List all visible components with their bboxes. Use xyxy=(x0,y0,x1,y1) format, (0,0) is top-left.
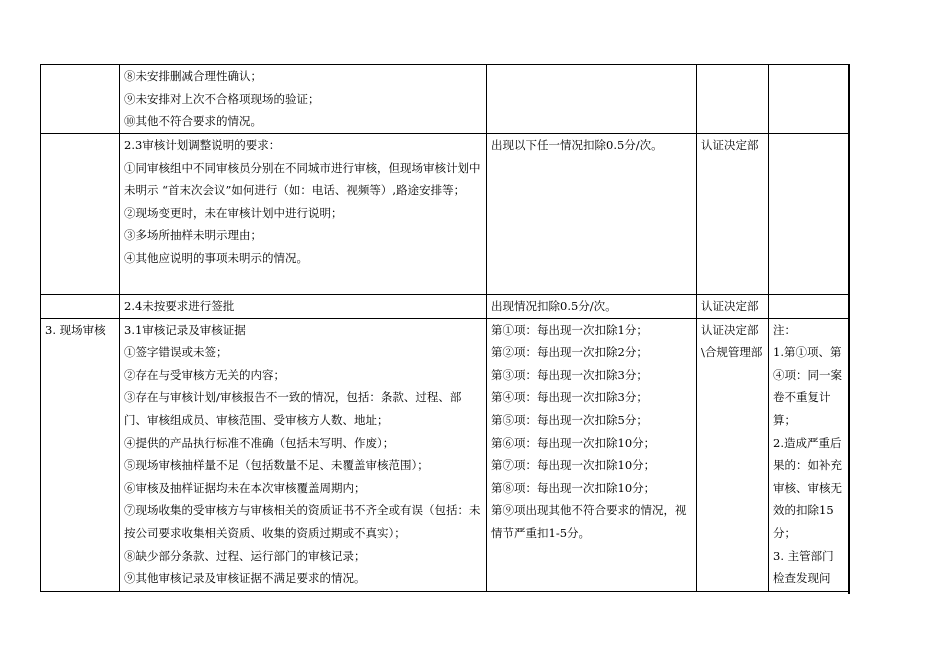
deduction-line: 第④项：每出现一次扣除3分； xyxy=(491,390,648,405)
table-row xyxy=(41,134,849,295)
department-text: 认证决定部 xyxy=(701,138,759,152)
requirement-line: 3.1审核记录及审核证据 xyxy=(124,322,246,337)
deduction-line: 第⑥项：每出现一次扣除10分； xyxy=(491,435,656,450)
requirement-line: ⑨未安排对上次不合格项现场的验证； xyxy=(124,91,320,106)
requirement-line: ④其他应说明的事项未明示的情况。 xyxy=(124,250,308,265)
deduction-line: 第⑤项：每出现一次扣除5分； xyxy=(491,412,648,427)
note-line: 2.造成严重后果的：如补充审核、审核无效的扣除15分； xyxy=(773,435,842,540)
deduction-line: 第⑦项：每出现一次扣除10分； xyxy=(491,458,656,473)
requirement-line: ⑧未安排删减合理性确认； xyxy=(124,69,262,83)
department-text: 认证决定部 xyxy=(701,299,759,313)
department-cell xyxy=(697,295,769,319)
deduction-line: 第⑧项：每出现一次扣除10分； xyxy=(491,480,656,495)
department-text: 认证决定部\合规管理部 xyxy=(701,322,763,360)
deduction-text: 出现情况扣除0.5分/次。 xyxy=(491,299,617,313)
item-cell xyxy=(41,134,120,295)
requirement-cell xyxy=(120,318,487,591)
requirement-line: ⑥审核及抽样证据均未在本次审核覆盖周期内； xyxy=(124,480,366,495)
item-cell xyxy=(41,65,120,134)
department-cell xyxy=(697,134,769,295)
deduction-cell xyxy=(487,65,697,134)
table-row xyxy=(41,295,849,319)
item-title: 3. 现场审核 xyxy=(45,322,106,337)
department-cell xyxy=(697,318,769,591)
note-cell xyxy=(769,65,849,134)
deduction-line: 第③项：每出现一次扣除3分； xyxy=(491,367,648,382)
table-row xyxy=(41,65,849,134)
note-line: 注： xyxy=(773,322,796,337)
note-line: 3. 主管部门检查发现问 xyxy=(773,548,834,586)
requirement-line: ③多场所抽样未明示理由； xyxy=(124,228,262,243)
deduction-line: 第②项：每出现一次扣除2分； xyxy=(491,345,648,360)
requirement-line: ⑤现场审核抽样量不足（包括数量不足、未覆盖审核范围）； xyxy=(124,458,429,473)
note-cell xyxy=(769,318,849,591)
deduction-cell xyxy=(487,134,697,295)
requirement-line: 2.3审核计划调整说明的要求： xyxy=(124,138,281,152)
item-cell xyxy=(41,318,120,591)
deduction-text: 出现以下任一情况扣除0.5分/次。 xyxy=(491,138,663,152)
item-cell xyxy=(41,295,120,319)
requirement-line: ①签字错误或未签； xyxy=(124,345,228,360)
requirement-line: 2.4未按要求进行签批 xyxy=(124,299,235,313)
requirement-line: ②现场变更时，未在审核计划中进行说明； xyxy=(124,205,343,220)
deduction-cell xyxy=(487,295,697,319)
requirement-cell xyxy=(120,65,487,134)
requirement-line: ⑨其他审核记录及审核证据不满足要求的情况。 xyxy=(124,571,366,586)
requirement-line: ④提供的产品执行标准不准确（包括未写明、作废）； xyxy=(124,435,395,450)
requirement-cell xyxy=(120,134,487,295)
requirement-line: ⑧缺少部分条款、过程、运行部门的审核记录； xyxy=(124,548,366,563)
deduction-line: 第⑨项出现其他不符合要求的情况，视情节严重扣1-5分。 xyxy=(491,503,687,540)
deduction-line: 第①项：每出现一次扣除1分； xyxy=(491,322,648,337)
department-cell xyxy=(697,65,769,134)
table-right-border xyxy=(848,64,850,594)
requirement-line: ③存在与审核计划/审核报告不一致的情况，包括：条款、过程、部门、审核组成员、审核范围、受审核方人数、地址； xyxy=(124,390,462,427)
requirement-line: ⑩其他不符合要求的情况。 xyxy=(124,114,262,129)
requirement-line: ⑦现场收集的受审核方与审核相关的资质证书不齐全或有误（包括：未按公司要求收集相关资质、收集的资质过期或不真实）； xyxy=(124,503,481,540)
evaluation-table xyxy=(40,64,849,592)
requirement-line: ①同审核组中不同审核员分别在不同城市进行审核，但现场审核计划中未明示 “首末次会议”如何进行（如：电话、视频等）,路途安排等； xyxy=(124,160,481,198)
requirement-cell xyxy=(120,295,487,319)
requirement-line: ②存在与受审核方无关的内容； xyxy=(124,367,285,382)
note-cell xyxy=(769,134,849,295)
note-cell xyxy=(769,295,849,319)
table-row xyxy=(41,318,849,591)
deduction-cell xyxy=(487,318,697,591)
note-line: 1.第①项、第④项：同一案卷不重复计算； xyxy=(773,345,842,427)
